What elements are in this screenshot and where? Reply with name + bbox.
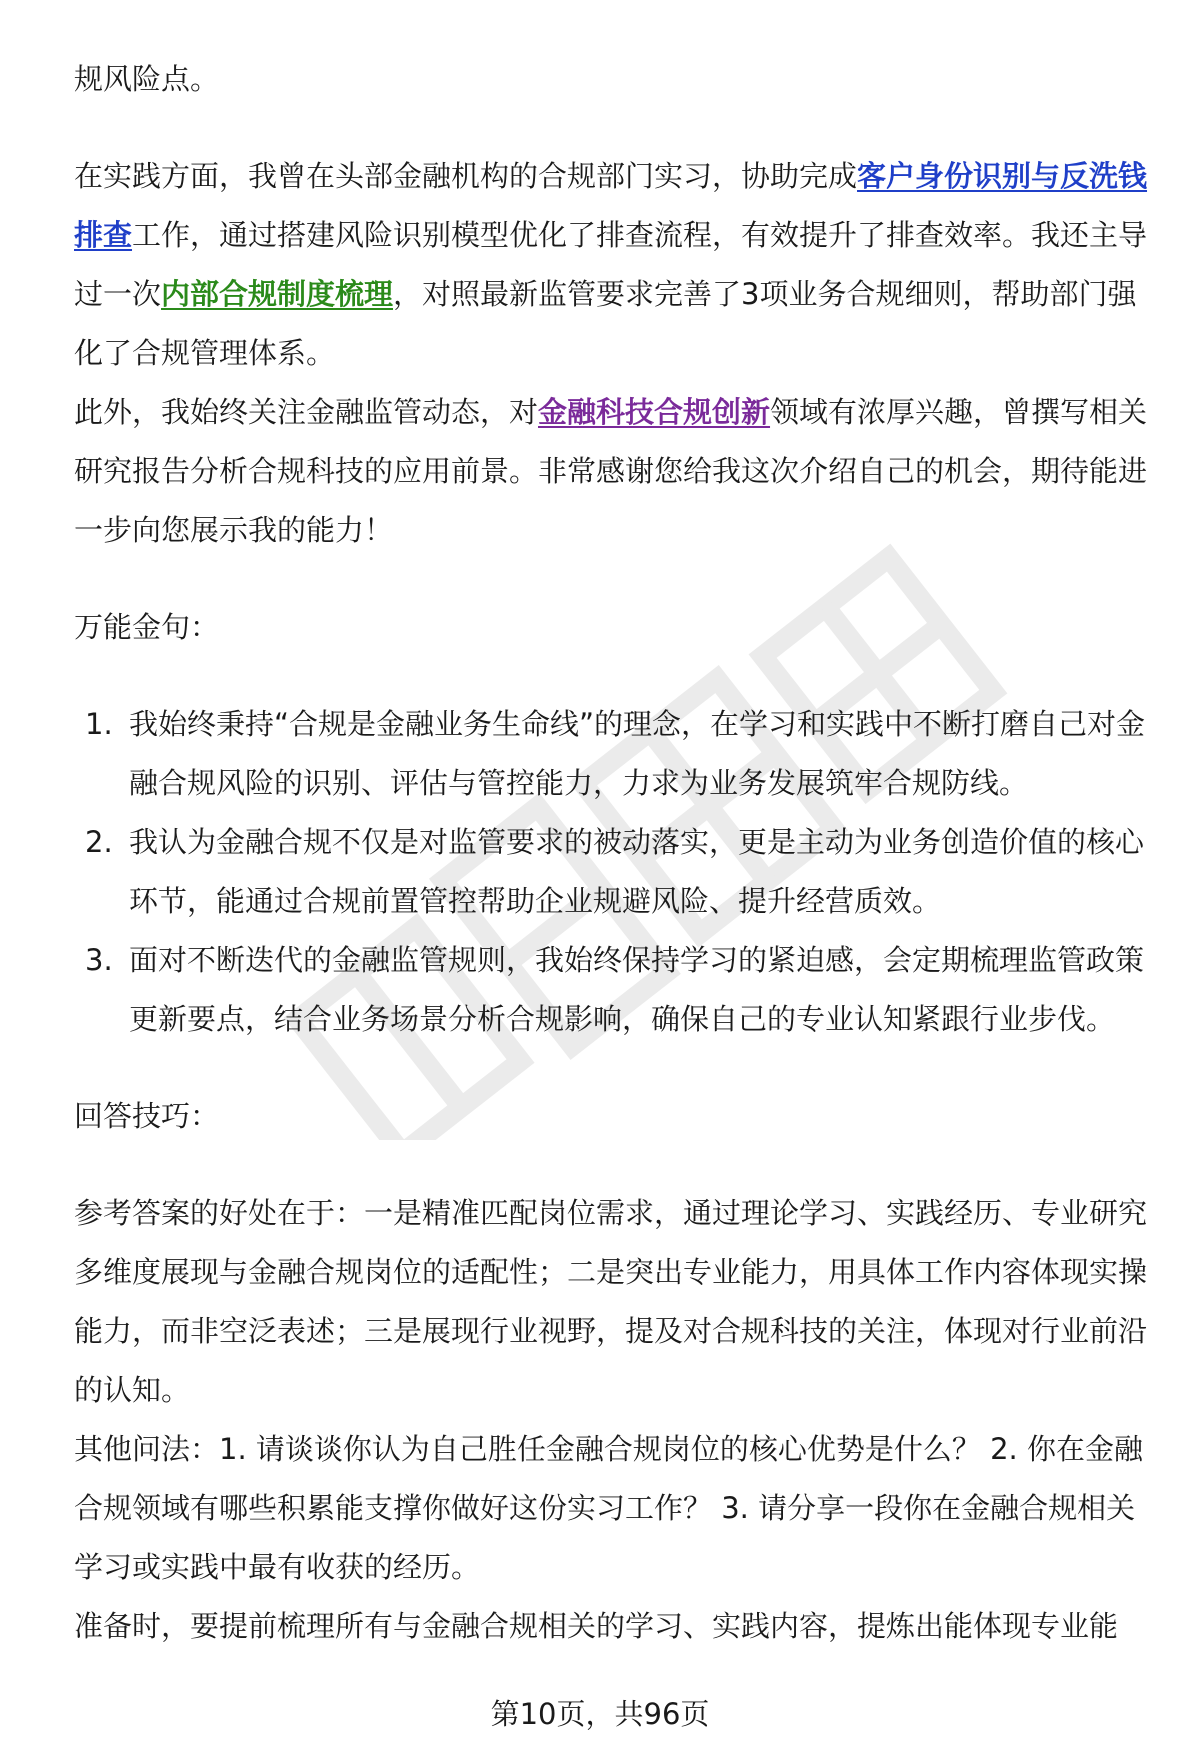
golden-sentences-list xyxy=(74,695,1154,1049)
document-body xyxy=(74,50,1154,1656)
highlight-aml-screening: 客户身份识别与反洗钱排查 xyxy=(74,159,1148,252)
tips-other-questions-paragraph: 其他问法：1. 请谈谈你认为自己胜任金融合规岗位的核心优势是什么？ 2. 你在金融合规领域有哪些积累能支撑你做好这份实习工作？ 3. 请分享一段你在金融合规相关学习或实践中最有收获的经历。 xyxy=(74,1432,1143,1584)
tips-benefits-paragraph: 参考答案的好处在于：一是精准匹配岗位需求，通过理论学习、实践经历、专业研究多维度展现与金融合规岗位的适配性；二是突出专业能力，用具体工作内容体现实操能力，而非空泛表述；三是展现行业视野，提及对合规科技的关注，体现对行业前沿的认知。 xyxy=(74,1196,1148,1407)
list-item xyxy=(74,813,1154,931)
list-item-text: 我始终秉持“合规是金融业务生命线”的理念，在学习和实践中不断打磨自己对金融合规风险的识别、评估与管控能力，力求为业务发展筑牢合规防线。 xyxy=(129,707,1146,800)
practice-text-b: 工作，通过搭建风险识别模型优化了排查流程，有效提升了排查效率。我还主导过一次 xyxy=(74,218,1148,311)
list-item-number: 3. xyxy=(85,943,113,977)
practice-text-c: ，对照最新监管要求完善了3项业务合规细则，帮助部门强化了合规管理体系。 xyxy=(74,277,1137,370)
practice-paragraph xyxy=(74,147,1154,383)
list-item-text: 我认为金融合规不仅是对监管要求的被动落实，更是主动为业务创造价值的核心环节，能通过合规前置管控帮助企业规避风险、提升经营质效。 xyxy=(129,825,1145,918)
list-item-text: 面对不断迭代的金融监管规则，我始终保持学习的紧迫感，会定期梳理监管政策更新要点，结合业务场景分析合规影响，确保自己的专业认知紧跟行业步伐。 xyxy=(129,943,1145,1036)
interest-paragraph xyxy=(74,383,1154,560)
highlight-fintech-compliance: 金融科技合规创新 xyxy=(538,395,771,429)
tips-preparation-paragraph: 准备时，要提前梳理所有与金融合规相关的学习、实践内容，提炼出能体现专业能 xyxy=(74,1609,1119,1643)
page-number-footer: 第10页，共96页 xyxy=(490,1697,710,1731)
paragraph-fragment: 规风险点。 xyxy=(74,62,220,96)
practice-text-a: 在实践方面，我曾在头部金融机构的合规部门实习，协助完成 xyxy=(74,159,858,193)
list-item-number: 2. xyxy=(85,825,113,859)
list-item xyxy=(74,931,1154,1049)
golden-sentences-heading: 万能金句： xyxy=(74,610,220,644)
list-item-number: 1. xyxy=(85,707,113,741)
list-item xyxy=(74,695,1154,813)
interest-text-a: 此外，我始终关注金融监管动态，对 xyxy=(74,395,539,429)
highlight-internal-policy-review: 内部合规制度梳理 xyxy=(161,277,394,311)
answer-tips-heading: 回答技巧： xyxy=(74,1099,220,1133)
interest-text-b: 领域有浓厚兴趣，曾撰写相关研究报告分析合规科技的应用前景。非常感谢您给我这次介绍自己的机会，期待能进一步向您展示我的能力！ xyxy=(74,395,1148,547)
